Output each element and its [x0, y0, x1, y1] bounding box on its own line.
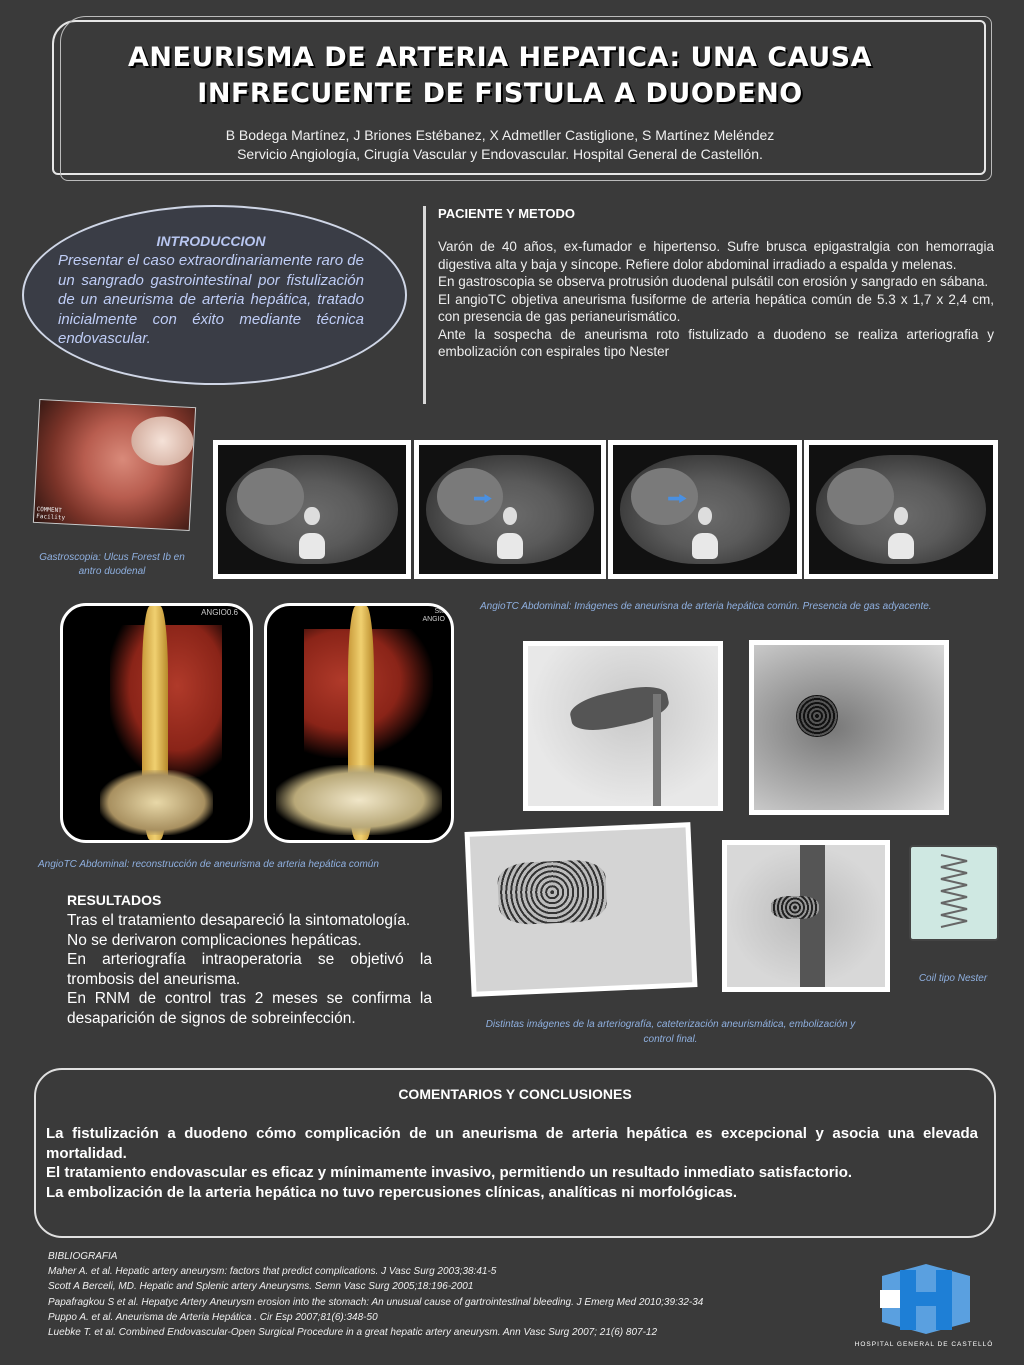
- pelvis-render: [276, 765, 442, 835]
- coil-mass: [796, 695, 838, 738]
- ct-scan-1: [213, 440, 411, 579]
- conclusion-paragraph: El tratamiento endovascular es eficaz y mínimamente invasivo, permitiendo un resultado inmediato satisfactorio.: [46, 1164, 853, 1181]
- conclusion-paragraph: La embolización de la arteria hepática no tuvo repercusiones clínicas, analíticas ni morfológicas.: [46, 1183, 738, 1201]
- pelvis-render: [100, 770, 212, 836]
- reconstruction-caption: AngioTC Abdominal: reconstrucción de aneurisma de arteria hepática común: [38, 859, 379, 870]
- gastroscopy-overlay-text: COMMENT Facility: [36, 505, 66, 522]
- conclusiones-heading: COMENTARIOS Y CONCLUSIONES: [398, 1086, 632, 1102]
- pm-paragraph: Ante la sospecha de aneurisma roto fistulizado a duodeno se realiza arteriografia y embolización con espirales tipo Nester: [438, 326, 994, 359]
- ct-scan-4: [804, 440, 998, 579]
- section-divider: [423, 206, 426, 404]
- reference: Luebke T. et al. Combined Endovascular-Open Surgical Procedure in a great hepatic artery aneurysm. Ann Vasc Surg 2007; 21(6) 807-12: [48, 1327, 658, 1339]
- intro-text: Presentar el caso extraordinariamente raro de un sangrado gastrointestinal por fistulización de un aneurisma de arteria hepática, tratado inicialmente con éxito mediante técnica endovascular.: [58, 252, 364, 347]
- resultados-body: [67, 911, 432, 1028]
- conclusiones-body: [46, 1124, 978, 1202]
- reconstruction-label-2: Stu ANGIO: [422, 608, 445, 623]
- conclusion-paragraph: La fistulización a duodeno cómo complicación de un aneurisma de arteria hepática es excepcional y asocia una elevada mortalidad.: [46, 1125, 978, 1162]
- coil-small: [771, 896, 818, 919]
- bibliografia-heading: BIBLIOGRAFIA: [48, 1251, 118, 1262]
- authors: B Bodega Martínez, J Briones Estébanez, X Admetller Castiglione, S Martínez Meléndez: [225, 127, 775, 143]
- poster-title: ANEURISMA DE ARTERIA HEPATICA: UNA CAUSA INFRECUENTE DE FISTULA A DUODENO: [127, 42, 873, 109]
- hospital-logo-text: HOSPITAL GENERAL DE CASTELLÓ: [854, 1341, 994, 1348]
- angiography-image-3: [465, 822, 698, 997]
- gastroscopy-caption: Gastroscopia: Ulcus Forest Ib en antro duodenal: [39, 552, 185, 577]
- paciente-metodo-heading: PACIENTE Y METODO: [438, 206, 576, 221]
- hospital-logo-icon: [880, 1262, 972, 1336]
- affiliation: Servicio Angiología, Cirugía Vascular y Endovascular. Hospital General de Castellón.: [237, 146, 763, 162]
- reconstruction-image-2: [264, 603, 454, 843]
- resultados-paragraph: Tras el tratamiento desapareció la sintomatología.: [67, 912, 411, 929]
- coil-spiral-icon: [911, 847, 997, 939]
- resultados-paragraph: En arteriografía intraoperatoria se objetivó la trombosis del aneurisma.: [67, 951, 432, 988]
- reference: Puppo A. et al. Aneurisma de Arteria Hepática . Cir Esp 2007;81(6):348-50: [48, 1311, 378, 1323]
- catheter-line: [653, 694, 661, 806]
- resultados-paragraph: No se derivaron complicaciones hepáticas.: [67, 931, 362, 949]
- coil-caption: Coil tipo Nester: [918, 973, 988, 984]
- reference: Maher A. et al. Hepatic artery aneurysm: factors that predict complications. J Vasc Surg 2003;38:41-5: [48, 1266, 497, 1278]
- gastroscopy-image: [33, 399, 196, 531]
- pm-paragraph: En gastroscopia se observa protrusión duodenal pulsátil con erosión y sangrado en sábana.: [438, 274, 989, 289]
- angiotc-caption: AngioTC Abdominal: Imágenes de aneurisna de arteria hepática común. Presencia de gas adyacente.: [480, 601, 932, 612]
- intro-heading: INTRODUCCION: [156, 233, 266, 249]
- paciente-metodo-body: [438, 238, 994, 361]
- pm-paragraph: Varón de 40 años, ex-fumador e hipertenso. Sufre brusca epigastralgia con hemorragia digestiva alta y baja y síncope. Refiere dolor abdominal irradiado a espalda y melenas.: [438, 239, 994, 272]
- ct-scan-2: [414, 440, 606, 579]
- angiography-image-1: [523, 641, 723, 811]
- resultados-heading: RESULTADOS: [67, 892, 162, 908]
- gastroscopy-highlight: [130, 415, 194, 467]
- reconstruction-label-1: ANGIO0.6: [201, 608, 238, 617]
- angiography-image-2: [749, 640, 949, 815]
- bibliografia: [48, 1249, 868, 1340]
- resultados-paragraph: En RNM de control tras 2 meses se confirma la desaparición de signos de sobreinfección.: [67, 990, 432, 1027]
- reconstruction-image-1: [60, 603, 253, 843]
- pm-paragraph: El angioTC objetiva aneurisma fusiforme de arteria hepática común de 5.3 x 1,7 x 2,4 cm, con presencia de gas perianeurismático.: [438, 291, 994, 324]
- angiography-image-4: [722, 840, 890, 992]
- coil-pack: [497, 859, 608, 926]
- nester-coil-image: [909, 845, 999, 941]
- reference: Scott A Berceli, MD. Hepatic and Splenic artery Aneurysms. Semn Vasc Surg 2005;18:196-2001: [48, 1281, 474, 1293]
- reference: Papafragkou S et al. Hepatyc Artery Aneurysm erosion into the stomach: An unusual cause of gartrointestinal bleeding. J Emerg Med 2010;39:32-34: [48, 1296, 704, 1308]
- ct-scan-3: [608, 440, 802, 579]
- arteriography-caption: Distintas imágenes de la arteriografía, cateterización aneurismática, embolización y control final.: [485, 1019, 856, 1045]
